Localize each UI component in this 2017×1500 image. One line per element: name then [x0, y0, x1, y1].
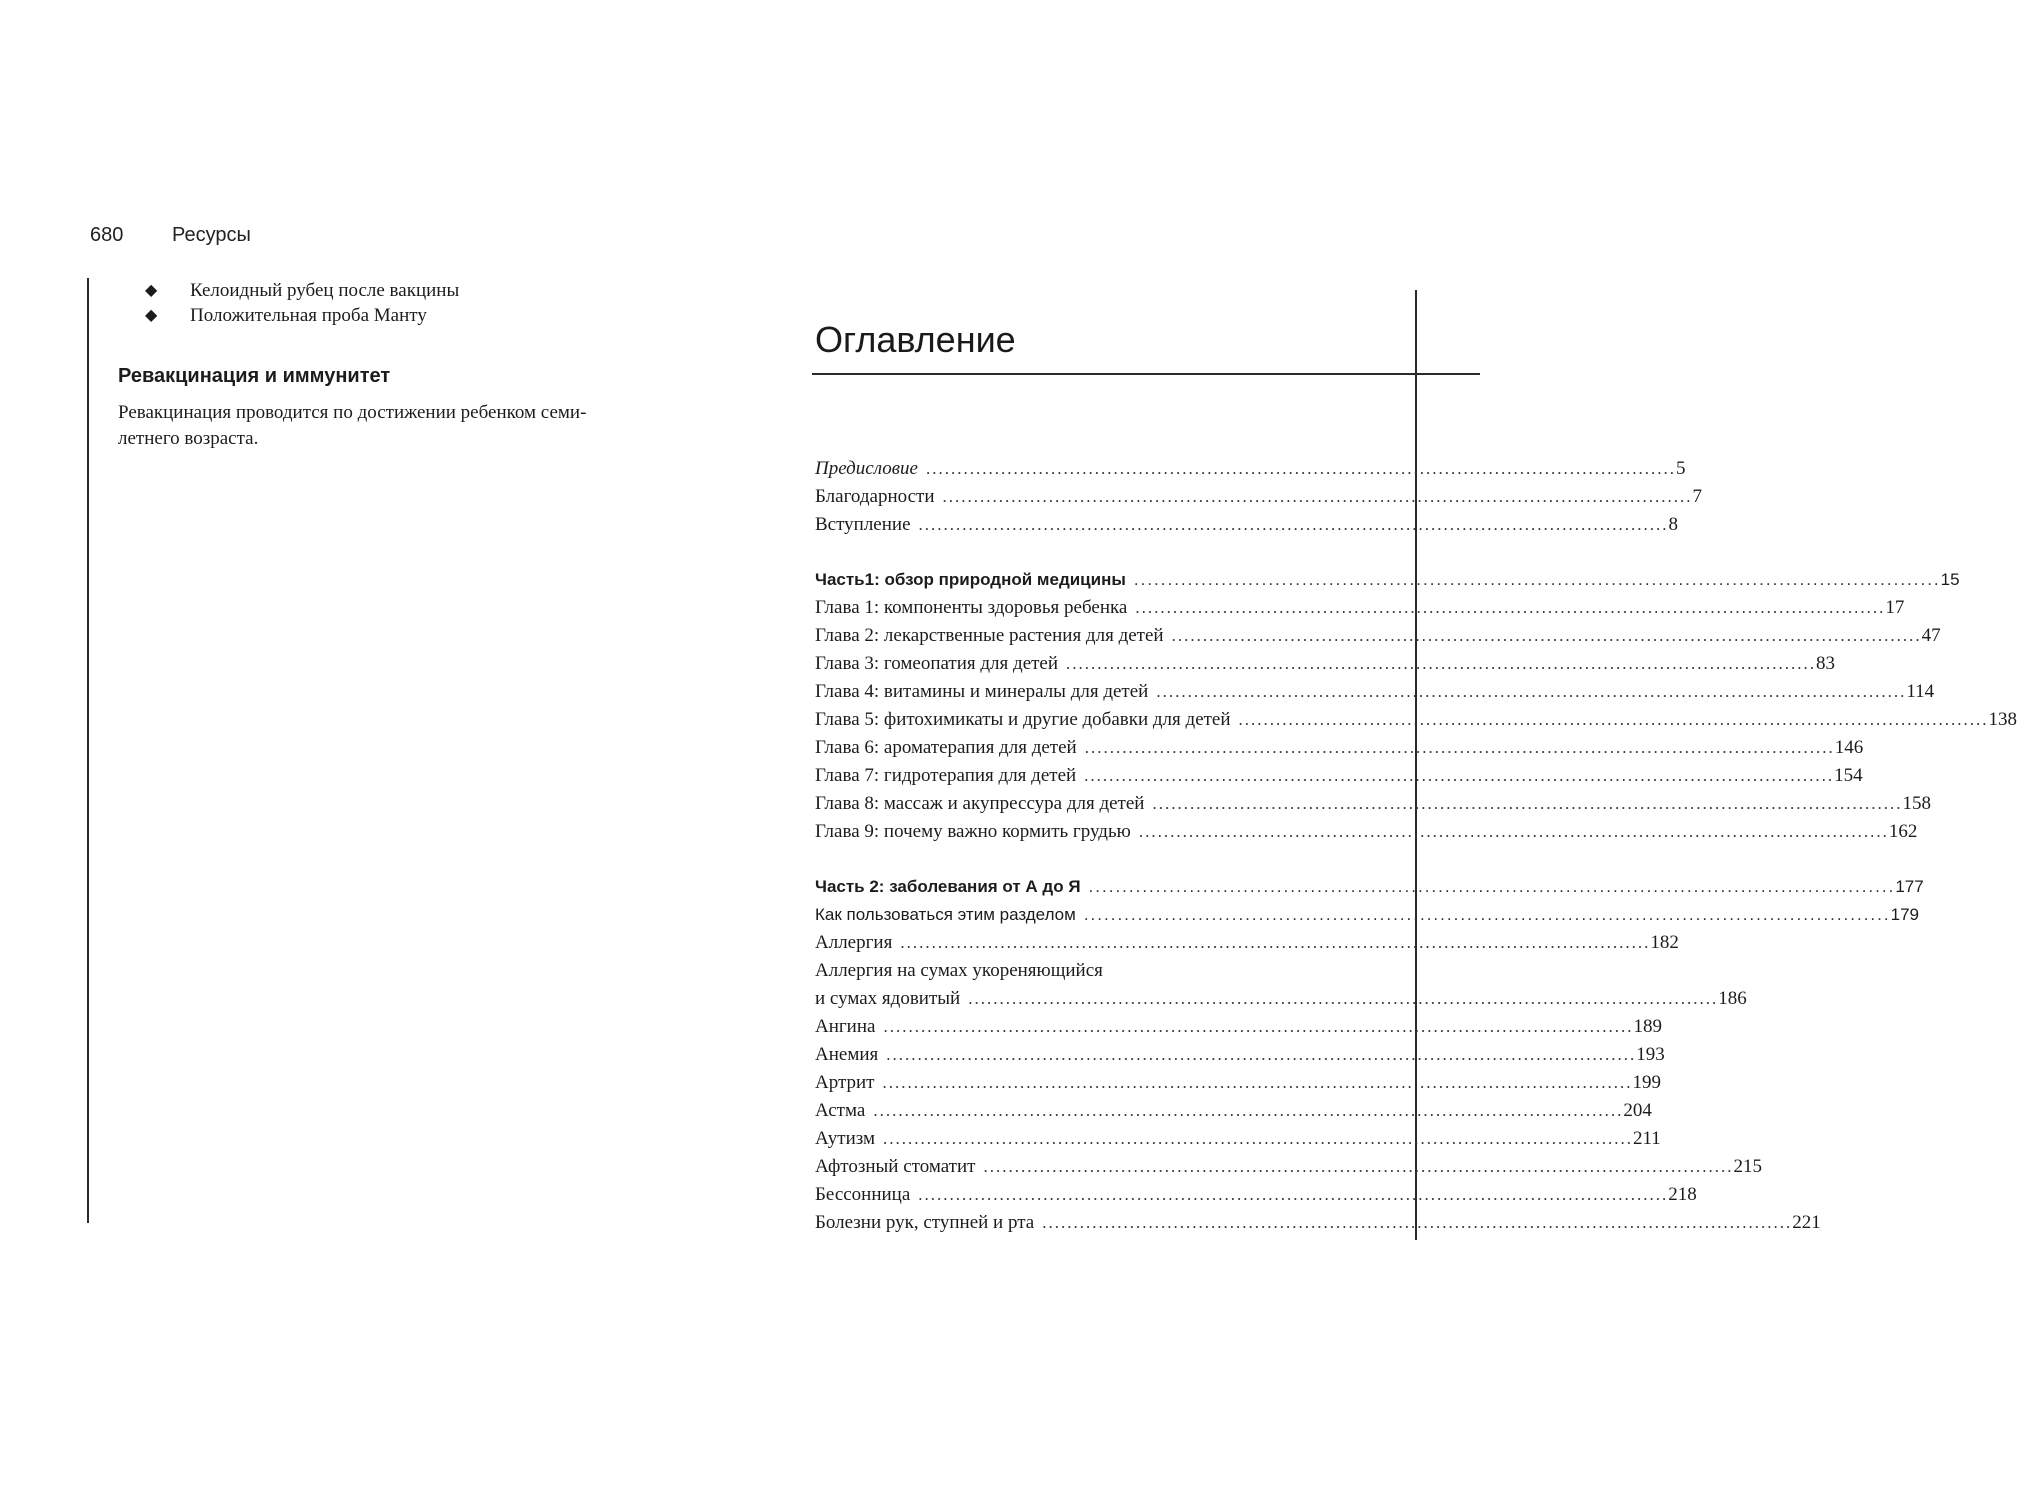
- toc-entry[interactable]: Глава 6: ароматерапия для детей ........................................................................................................................ 146: [815, 734, 1378, 762]
- toc-entry[interactable]: Аутизм ........................................................................................................................ 211: [815, 1125, 1378, 1153]
- toc-part-heading[interactable]: Часть 2: заболевания от А до Я ........................................................................................................................ 177: [815, 873, 1378, 901]
- dot-leader: ........................................................................................................................: [1084, 738, 1835, 757]
- dot-leader: ........................................................................................................................: [883, 1129, 1634, 1148]
- list-item: [145, 303, 705, 328]
- toc-entry[interactable]: Болезни рук, ступней и рта ........................................................................................................................ 221: [815, 1209, 1378, 1237]
- toc-entry[interactable]: Глава 9: почему важно кормить грудью ........................................................................................................................ 162: [815, 818, 1378, 846]
- page-title: Оглавление: [815, 319, 1016, 360]
- bullet-text: Положительная проба Манту: [190, 305, 427, 326]
- diamond-bullet-icon: ◆: [145, 282, 158, 299]
- dot-leader: ........................................................................................................................: [1066, 654, 1817, 673]
- dot-leader: ........................................................................................................................: [1088, 877, 1896, 896]
- toc-entry[interactable]: и сумах ядовитый ........................................................................................................................ 186: [815, 985, 1378, 1013]
- left-margin-rule: [87, 278, 89, 1223]
- right-page: [750, 0, 2017, 1500]
- toc-entry[interactable]: Как пользоваться этим разделом ........................................................................................................................ 179: [815, 901, 1378, 929]
- dot-leader: ........................................................................................................................: [1138, 822, 1889, 841]
- bullet-text: Келоидный рубец после вакцины: [190, 280, 460, 301]
- running-head: [90, 220, 251, 250]
- toc-entry[interactable]: Благодарности ........................................................................................................................ 7: [815, 483, 1378, 511]
- dot-leader: ........................................................................................................................: [886, 1045, 1637, 1064]
- title-underline: [812, 373, 1480, 375]
- toc-entry[interactable]: Глава 5: фитохимикаты и другие добавки для детей ........................................................................................................................ 138: [815, 706, 1378, 734]
- dot-leader: ........................................................................................................................: [918, 1185, 1669, 1204]
- body-paragraph: Ревакцинация проводится по достижении ребенком семи- летнего возраста.: [118, 402, 587, 449]
- dot-leader: ........................................................................................................................: [1152, 794, 1903, 813]
- toc-entry[interactable]: Аллергия на сумах укореняющийся: [815, 960, 1103, 981]
- toc-entry[interactable]: Афтозный стоматит ........................................................................................................................ 215: [815, 1153, 1378, 1181]
- dot-leader: ........................................................................................................................: [1083, 905, 1891, 924]
- toc-entry[interactable]: Глава 4: витамины и минералы для детей ........................................................................................................................ 114: [815, 678, 1378, 706]
- toc-entry[interactable]: Анемия ........................................................................................................................ 193: [815, 1041, 1378, 1069]
- diamond-bullet-icon: ◆: [145, 307, 158, 324]
- toc-entry[interactable]: Аллергия ........................................................................................................................ 182: [815, 929, 1378, 957]
- toc-entry[interactable]: Артрит ........................................................................................................................ 199: [815, 1069, 1378, 1097]
- toc-spacer: [815, 539, 1378, 566]
- dot-leader: ........................................................................................................................: [1042, 1213, 1793, 1232]
- toc-entry[interactable]: Глава 1: компоненты здоровья ребенка ........................................................................................................................ 17: [815, 594, 1378, 622]
- toc-entry[interactable]: Предисловие ........................................................................................................................ 5: [815, 455, 1378, 483]
- dot-leader: ........................................................................................................................: [882, 1073, 1633, 1092]
- dot-leader: ........................................................................................................................: [942, 487, 1693, 506]
- page-number: 680: [90, 224, 124, 246]
- dot-leader: ........................................................................................................................: [1133, 570, 1941, 589]
- toc-entry[interactable]: Глава 2: лекарственные растения для детей ........................................................................................................................ 47: [815, 622, 1378, 650]
- toc-entry[interactable]: Глава 3: гомеопатия для детей ........................................................................................................................ 83: [815, 650, 1378, 678]
- table-of-contents: [815, 455, 2017, 1237]
- running-head-title: Ресурсы: [172, 224, 251, 246]
- dot-leader: ........................................................................................................................: [1084, 766, 1835, 785]
- dot-leader: ........................................................................................................................: [873, 1101, 1624, 1120]
- list-item: [145, 278, 705, 303]
- toc-entry[interactable]: Вступление ........................................................................................................................ 8: [815, 511, 1378, 539]
- dot-leader: ........................................................................................................................: [900, 933, 1651, 952]
- dot-leader: ........................................................................................................................: [1135, 598, 1886, 617]
- dot-leader: ........................................................................................................................: [918, 515, 1669, 534]
- toc-entry[interactable]: Глава 7: гидротерапия для детей ........................................................................................................................ 154: [815, 762, 1378, 790]
- dot-leader: ........................................................................................................................: [1171, 626, 1922, 645]
- toc-entry[interactable]: Бессонница ........................................................................................................................ 218: [815, 1181, 1378, 1209]
- toc-entry[interactable]: Глава 8: массаж и акупрессура для детей ........................................................................................................................ 158: [815, 790, 1378, 818]
- dot-leader: ........................................................................................................................: [1156, 682, 1907, 701]
- left-page: [0, 0, 750, 1500]
- toc-spacer: [815, 846, 1378, 873]
- toc-entry[interactable]: Ангина ........................................................................................................................ 189: [815, 1013, 1378, 1041]
- dot-leader: ........................................................................................................................: [983, 1157, 1734, 1176]
- dot-leader: ........................................................................................................................: [1238, 710, 1989, 729]
- dot-leader: ........................................................................................................................: [968, 989, 1719, 1008]
- toc-part-heading[interactable]: Часть1: обзор природной медицины ........................................................................................................................ 15: [815, 566, 1378, 594]
- bullet-list: [145, 278, 705, 328]
- section-heading: Ревакцинация и иммунитет: [118, 365, 391, 387]
- dot-leader: ........................................................................................................................: [883, 1017, 1634, 1036]
- toc-entry[interactable]: Астма ........................................................................................................................ 204: [815, 1097, 1378, 1125]
- dot-leader: ........................................................................................................................: [925, 459, 1676, 478]
